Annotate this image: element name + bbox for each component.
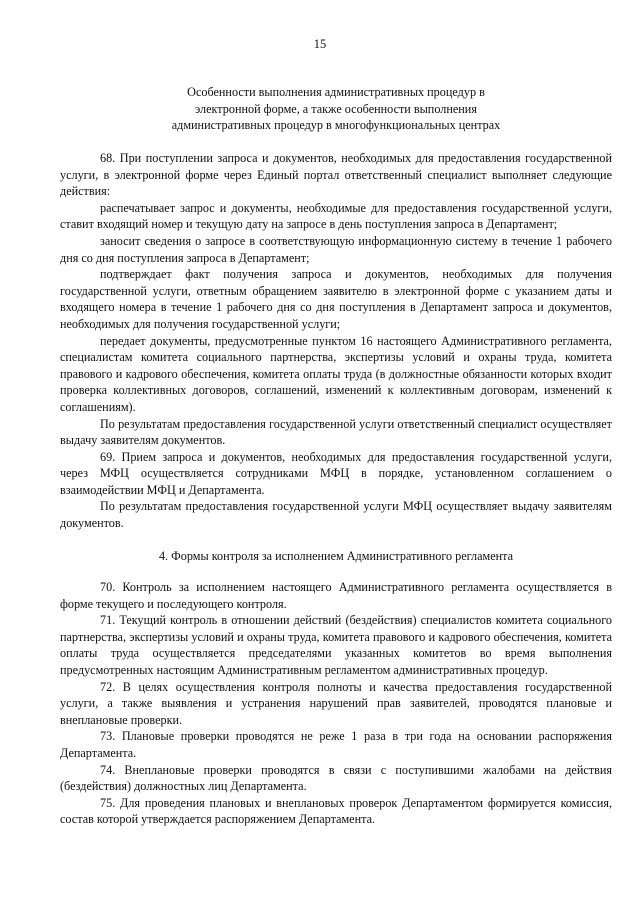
paragraph-register-request: заносит сведения о запросе в соответствующую информационную систему в течение 1 рабочего дня со дня поступления запроса в Департамент; (60, 233, 612, 265)
page-number: 15 (313, 37, 327, 51)
paragraph-68: 68. При поступлении запроса и документов, необходимых для предоставления государственной услуги, в электронной форме через Единый портал ответственный специалист выполняет следующие действия: (60, 151, 612, 199)
section-heading-control-forms: 4. Формы контроля за исполнением Административного регламента (158, 549, 514, 563)
paragraph-mfc-issue: По результатам предоставления государственной услуги МФЦ осуществляет выдачу заявителям документов. (60, 499, 612, 531)
paragraph-transfer-documents: передает документы, предусмотренные пунктом 16 настоящего Административного регламента, специалистам комитета социального партнерства, экспертизы условий и охраны труда, комитета правового и кадрового обеспечения, комитета оплаты труда (в должностные обязанности которых входит проверка коллективных договоров, соглашений, изменений к коллективным договорам, изменений к соглашениям). (60, 333, 612, 414)
paragraph-issue-documents: По результатам предоставления государственной услуги ответственный специалист осуществляет выдачу заявителям документов. (60, 416, 612, 448)
paragraph-70: 70. Контроль за исполнением настоящего Административного регламента осуществляется в форме текущего и последующего контроля. (60, 580, 612, 611)
section-body-admin-procedures (60, 150, 612, 532)
section-heading-admin-procedures (60, 84, 612, 134)
heading-line: административных процедур в многофункциональных центрах (171, 118, 501, 133)
paragraph-71: 71. Текущий контроль в отношении действий (бездействия) специалистов комитета социального партнерства, экспертизы условий и охраны труда, комитета правового и кадрового обеспечения, комитета оплаты труда осуществляется председателями указанных комитетов во время выполнения предусмотренных настоящим Административным регламентом административных процедур. (60, 613, 612, 677)
paragraph-73: 73. Плановые проверки проводятся не реже 1 раза в три года на основании распоряжения Департамента. (60, 729, 612, 760)
heading-line: Особенности выполнения административных процедур в (187, 85, 485, 99)
paragraph-confirm-receipt: подтверждает факт получения запроса и документов, необходимых для получения государственной услуги, ответным обращением заявителю в электронной форме с указанием даты и входящего номера в течение 1 рабочего дня со дня поступления в Департамент запроса и документов, необходимых для получения государственной услуги; (60, 267, 612, 331)
heading-line: электронной форме, а также особенности выполнения (195, 101, 477, 116)
section-body-control-forms (60, 579, 612, 828)
paragraph-74: 74. Внеплановые проверки проводятся в связи с поступившими жалобами на действия (бездействия) должностных лиц Департамента. (60, 762, 612, 794)
paragraph-75: 75. Для проведения плановых и внеплановых проверок Департаментом формируется комиссия, состав которой утверждается распоряжением Департамента. (60, 795, 612, 827)
paragraph-69: 69. Прием запроса и документов, необходимых для предоставления государственной услуги, через МФЦ осуществляется сотрудниками МФЦ в порядке, установленном соглашением о взаимодействии МФЦ и Департамента. (60, 449, 612, 497)
paragraph-72: 72. В целях осуществления контроля полноты и качества предоставления государственной услуги, а также выявления и устранения нарушений прав заявителей, проводятся плановые и внеплановые проверки. (60, 679, 612, 727)
paragraph-print-request: распечатывает запрос и документы, необходимые для предоставления государственной услуги, ставит входящий номер и текущую дату на запросе в день поступления запроса в Департамент; (60, 200, 612, 232)
